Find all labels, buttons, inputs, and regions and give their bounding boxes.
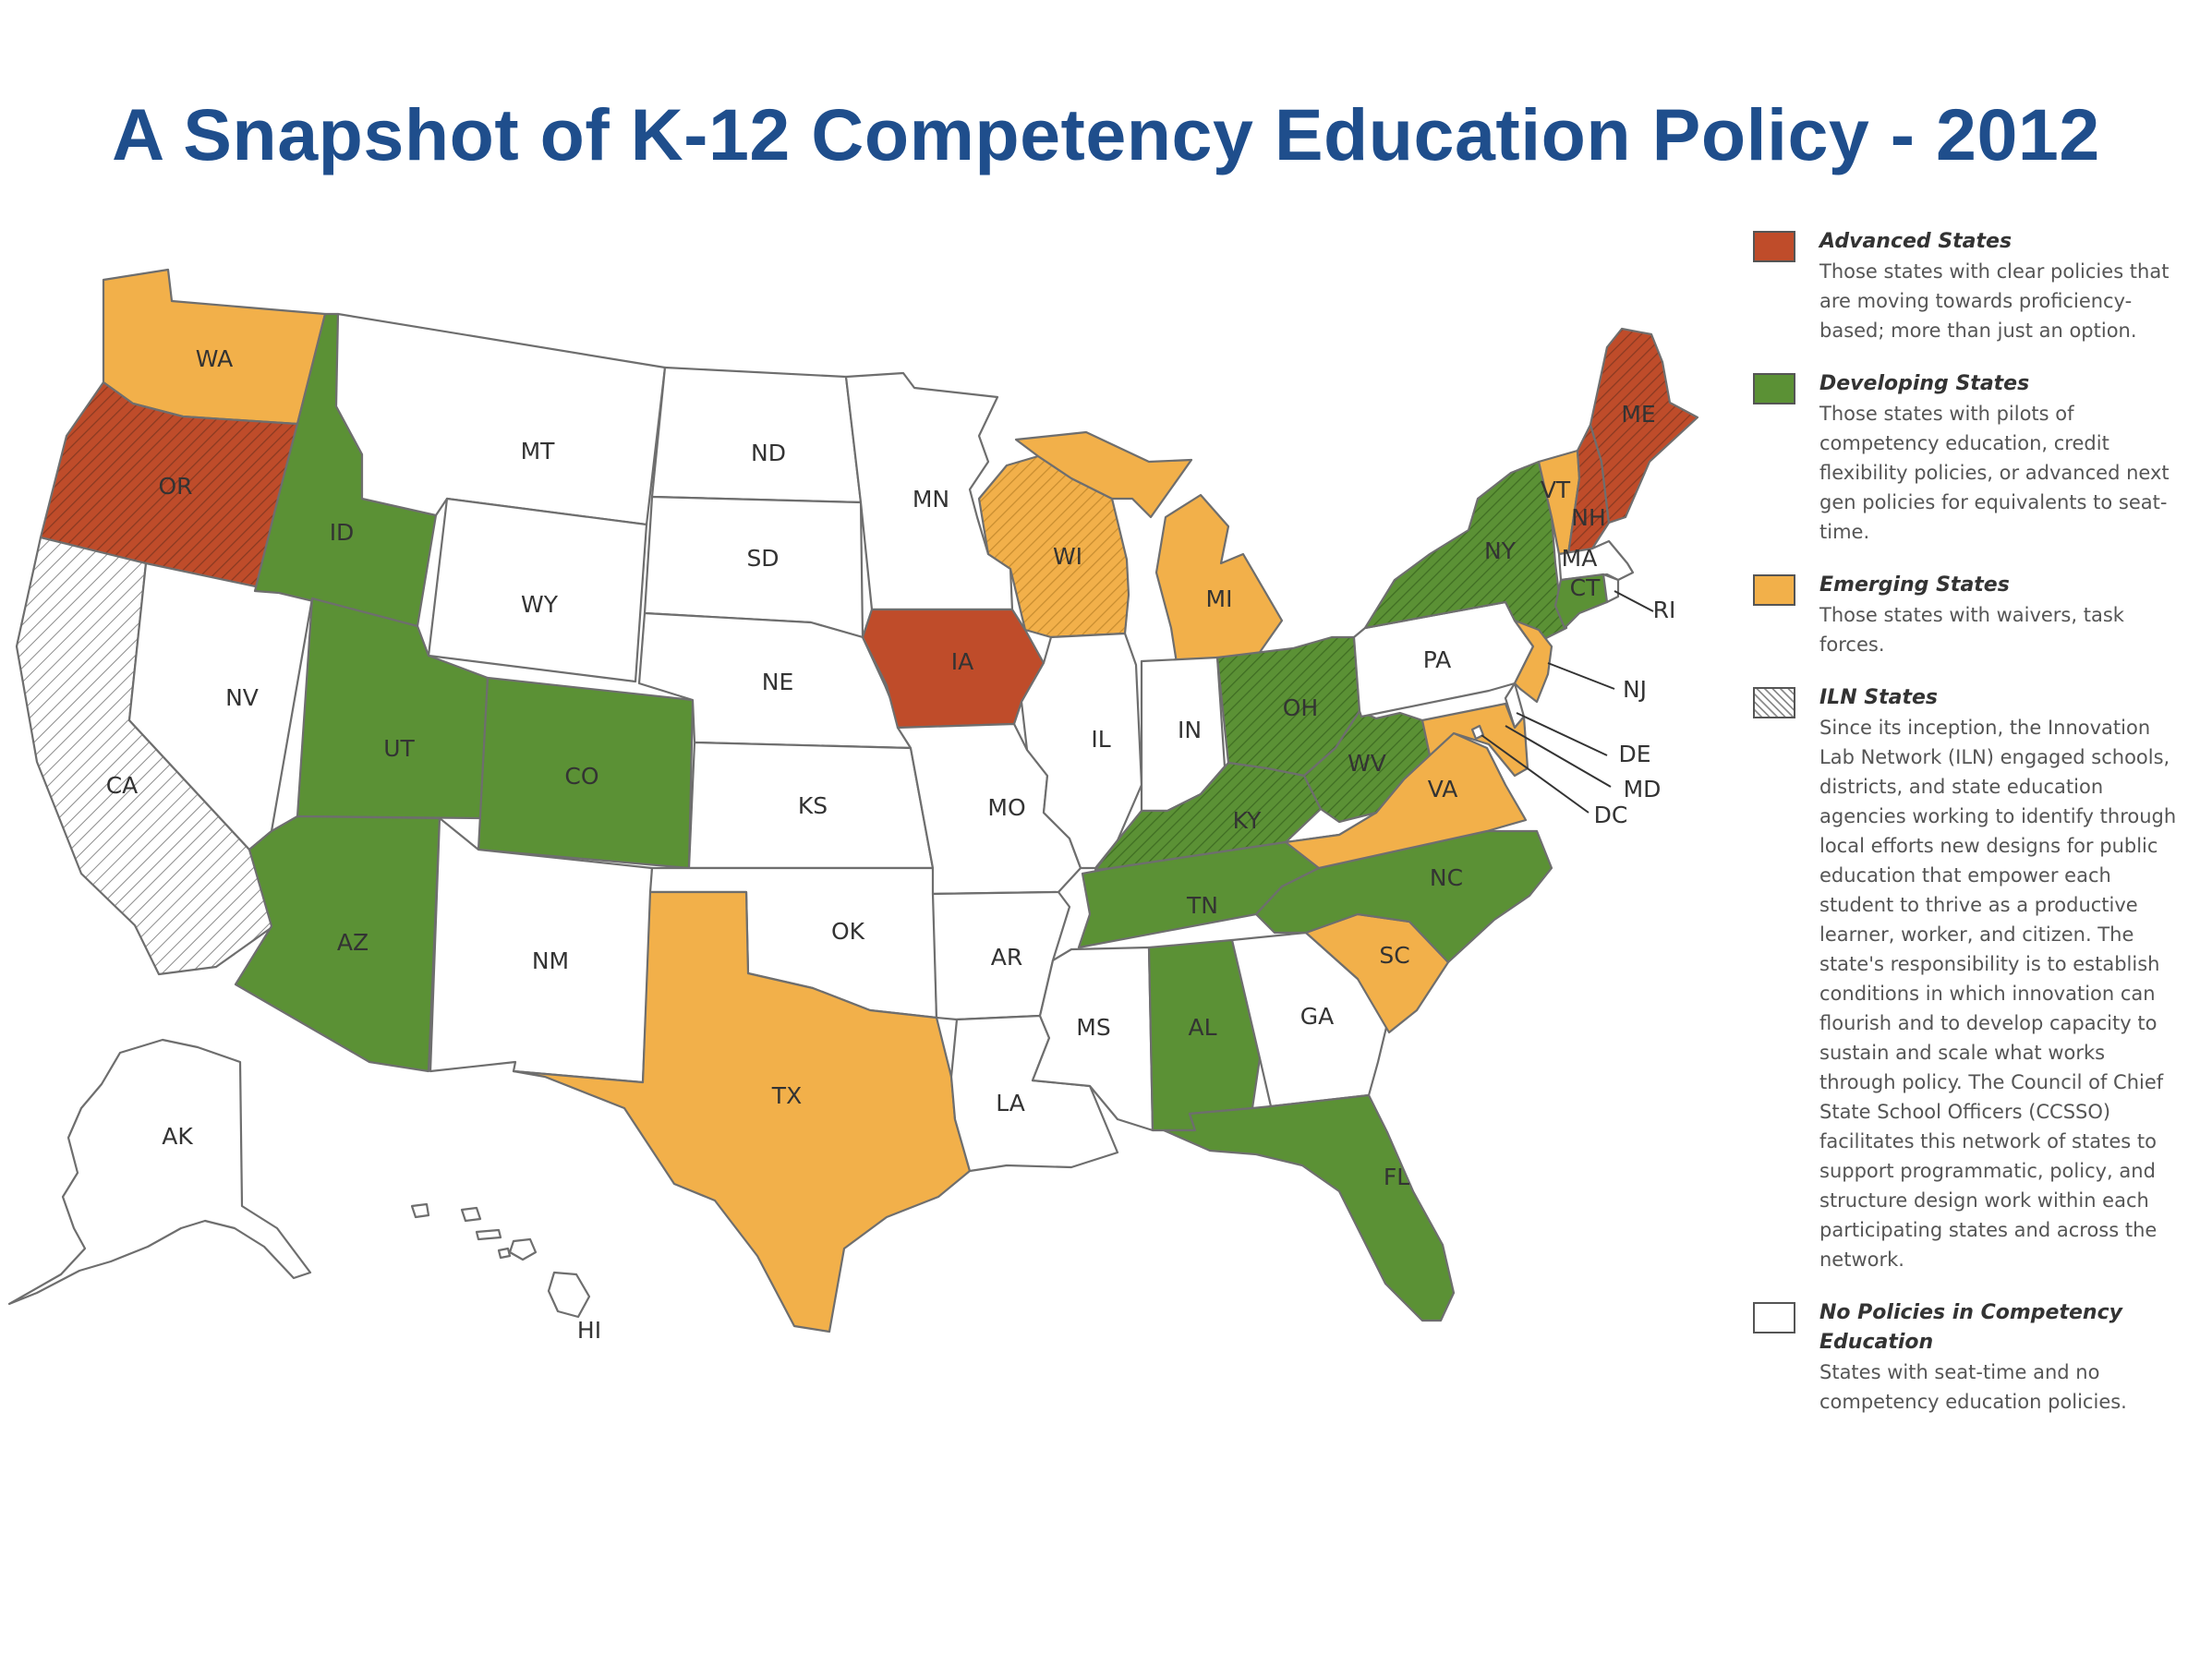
label-in: IN — [1177, 717, 1203, 743]
label-va: VA — [1427, 776, 1458, 802]
label-tx: TX — [771, 1082, 803, 1109]
legend-swatch-developing — [1753, 373, 1795, 404]
label-ms: MS — [1076, 1014, 1111, 1041]
label-de: DE — [1618, 741, 1651, 767]
state-nd[interactable] — [652, 368, 861, 502]
state-fl[interactable] — [1164, 1095, 1454, 1321]
state-hi-big[interactable] — [549, 1273, 589, 1317]
label-wv: WV — [1348, 750, 1386, 777]
label-ri: RI — [1652, 597, 1676, 623]
legend-title-developing: Developing States — [1819, 372, 2030, 395]
label-nc: NC — [1429, 864, 1464, 891]
label-tn: TN — [1187, 892, 1218, 919]
label-sd: SD — [746, 545, 780, 572]
legend-item-developing — [1753, 369, 2187, 547]
state-ak[interactable] — [9, 1040, 310, 1304]
label-nv: NV — [225, 684, 259, 711]
legend — [1753, 227, 2187, 1417]
label-sc: SC — [1379, 942, 1410, 969]
label-il: IL — [1091, 726, 1111, 753]
leader-ri — [1614, 591, 1653, 611]
label-mt: MT — [520, 438, 555, 465]
label-me: ME — [1621, 401, 1656, 428]
legend-swatch-advanced — [1753, 231, 1795, 262]
leader-de — [1517, 713, 1607, 755]
state-mt[interactable] — [336, 314, 665, 525]
label-ks: KS — [797, 792, 828, 819]
legend-title-none: No Policies in Competency Education — [1819, 1301, 2122, 1354]
label-ma: MA — [1561, 545, 1598, 572]
label-wy: WY — [521, 591, 558, 618]
label-ok: OK — [830, 918, 865, 945]
legend-description-developing: Those states with pilots of competency education, credit flexibility policies, or advanced next gen policies for equivalents to seat-time. — [1819, 403, 2170, 543]
label-nd: ND — [751, 440, 786, 466]
label-pa: PA — [1422, 646, 1452, 673]
label-ar: AR — [990, 944, 1023, 971]
label-ky: KY — [1232, 807, 1262, 834]
state-hi-oahu[interactable] — [462, 1208, 480, 1221]
state-hi-lanai[interactable] — [499, 1249, 510, 1258]
label-id: ID — [329, 519, 355, 546]
label-co: CO — [564, 763, 599, 790]
legend-description-iln: Since its inception, the Innovation Lab Network (ILN) engaged schools, districts, and state education agencies working to identify through local efforts new designs for public education that empower each student to thrive as a productive learner, worker, and citizen. The state's responsibility is to establish conditions in which innovation can flourish and to develop capacity to sustain and scale what works through policy. The Council of Chief State School Officers (CCSSO) facilitates this network of states to support programmatic, policy, and structure design work within each participating states and across the network. — [1819, 717, 2177, 1271]
label-ia: IA — [950, 648, 974, 675]
legend-item-advanced — [1753, 227, 2187, 345]
state-ri[interactable] — [1603, 574, 1618, 602]
label-az: AZ — [336, 929, 369, 956]
legend-title-advanced: Advanced States — [1819, 230, 2013, 253]
state-hi-molokai[interactable] — [477, 1230, 501, 1239]
state-hi-kauai[interactable] — [412, 1204, 429, 1217]
state-wy[interactable] — [429, 499, 647, 682]
label-vt: VT — [1540, 477, 1571, 503]
label-al: AL — [1188, 1014, 1217, 1041]
label-nh: NH — [1571, 504, 1606, 531]
label-mi: MI — [1205, 585, 1233, 612]
label-ut: UT — [383, 735, 415, 762]
label-ca: CA — [105, 772, 139, 799]
legend-item-emerging — [1753, 571, 2187, 659]
label-nj: NJ — [1622, 676, 1648, 703]
label-mo: MO — [987, 794, 1026, 821]
label-ga: GA — [1299, 1003, 1335, 1030]
state-hi-maui[interactable] — [510, 1239, 536, 1260]
legend-swatch-emerging — [1753, 574, 1795, 606]
legend-item-iln — [1753, 683, 2187, 1274]
label-ct: CT — [1569, 574, 1601, 601]
label-ak: AK — [162, 1123, 193, 1150]
label-oh: OH — [1282, 694, 1319, 721]
leader-nj — [1548, 663, 1614, 689]
label-wi: WI — [1052, 543, 1083, 570]
legend-swatch-iln — [1753, 687, 1795, 718]
label-ne: NE — [761, 669, 794, 695]
label-mn: MN — [912, 486, 950, 513]
page-title: A Snapshot of K-12 Competency Education Policy - 2012 — [112, 93, 2100, 175]
label-ny: NY — [1484, 537, 1516, 564]
label-dc: DC — [1593, 802, 1628, 828]
label-hi: HI — [576, 1317, 602, 1344]
legend-swatch-none — [1753, 1302, 1795, 1333]
label-fl: FL — [1383, 1164, 1410, 1190]
legend-title-iln: ILN States — [1819, 686, 1939, 709]
legend-description-none: States with seat-time and no competency education policies. — [1819, 1361, 2127, 1413]
label-nm: NM — [531, 947, 570, 974]
state-mi-lower[interactable] — [1156, 495, 1282, 663]
label-md: MD — [1623, 776, 1662, 802]
label-or: OR — [158, 473, 193, 500]
legend-item-none — [1753, 1298, 2187, 1417]
legend-description-advanced: Those states with clear policies that are moving towards proficiency-based; more than just an option. — [1819, 260, 2170, 342]
label-wa: WA — [195, 345, 234, 372]
legend-description-emerging: Those states with waivers, task forces. — [1819, 604, 2124, 656]
legend-title-emerging: Emerging States — [1819, 573, 2010, 597]
label-la: LA — [996, 1090, 1025, 1116]
